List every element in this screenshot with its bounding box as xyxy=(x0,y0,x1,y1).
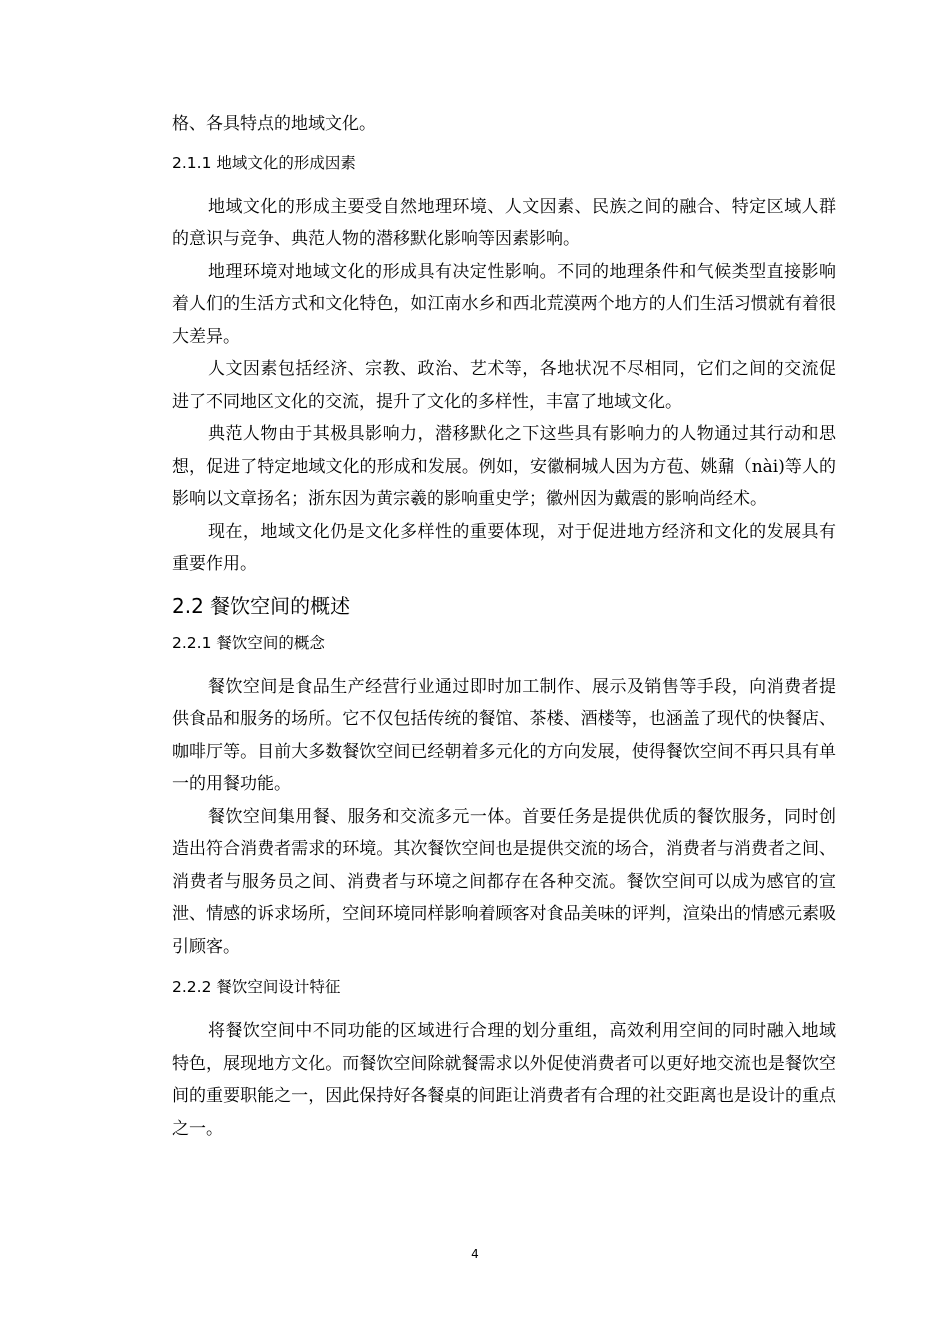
section-heading-2-2-2: 2.2.2 餐饮空间设计特征 xyxy=(172,978,341,996)
page-number: 4 xyxy=(471,1247,479,1261)
paragraph: 餐饮空间是食品生产经营行业通过即时加工制作、展示及销售等手段，向消费者提供食品和服务的场所。它不仅包括传统的餐馆、茶楼、酒楼等，也涵盖了现代的快餐店、咖啡厅等。目前大多数餐饮空间已经朝着多元化的方向发展，使得餐饮空间不再只具有单一的用餐功能。 xyxy=(172,676,836,794)
paragraph: 餐饮空间集用餐、服务和交流多元一体。首要任务是提供优质的餐饮服务，同时创造出符合消费者需求的环境。其次餐饮空间也是提供交流的场合，消费者与消费者之间、消费者与服务员之间、消费者与环境之间都存在各种交流。餐饮空间可以成为感官的宣泄、情感的诉求场所，空间环境同样影响着顾客对食品美味的评判，渲染出的情感元素吸引顾客。 xyxy=(172,806,836,957)
section-heading-2-1-1: 2.1.1 地域文化的形成因素 xyxy=(172,153,356,172)
continued-paragraph: 格、各具特点的地域文化。 xyxy=(172,114,376,134)
paragraph: 现在，地域文化仍是文化多样性的重要体现，对于促进地方经济和文化的发展具有重要作用。 xyxy=(172,521,836,574)
paragraph: 地理环境对地域文化的形成具有决定性影响。不同的地理条件和气候类型直接影响着人们的生活方式和文化特色，如江南水乡和西北荒漠两个地方的人们生活习惯就有着很大差异。 xyxy=(172,261,836,347)
section-heading-2-2-1: 2.2.1 餐饮空间的概念 xyxy=(172,633,325,652)
paragraph: 人文因素包括经济、宗教、政治、艺术等，各地状况不尽相同，它们之间的交流促进了不同地区文化的交流，提升了文化的多样性，丰富了地域文化。 xyxy=(172,359,836,412)
paragraph: 将餐饮空间中不同功能的区域进行合理的划分重组，高效利用空间的同时融入地域特色，展现地方文化。而餐饮空间除就餐需求以外促使消费者可以更好地交流也是餐饮空间的重要职能之一，因此保持好各餐桌的间距让消费者有合理的社交距离也是设计的重点之一。 xyxy=(172,1021,836,1139)
section-heading-2-2: 2.2 餐饮空间的概述 xyxy=(172,593,351,618)
paragraph: 地域文化的形成主要受自然地理环境、人文因素、民族之间的融合、特定区域人群的意识与竞争、典范人物的潜移默化影响等因素影响。 xyxy=(172,196,836,249)
page-content xyxy=(172,108,836,1145)
paragraph: 典范人物由于其极具影响力，潜移默化之下这些具有影响力的人物通过其行动和思想，促进了特定地域文化的形成和发展。例如，安徽桐城人因为方苞、姚鼐（nài)等人的影响以文章扬名；浙东因为黄宗羲的影响重史学；徽州因为戴震的影响尚经术。 xyxy=(172,424,836,509)
